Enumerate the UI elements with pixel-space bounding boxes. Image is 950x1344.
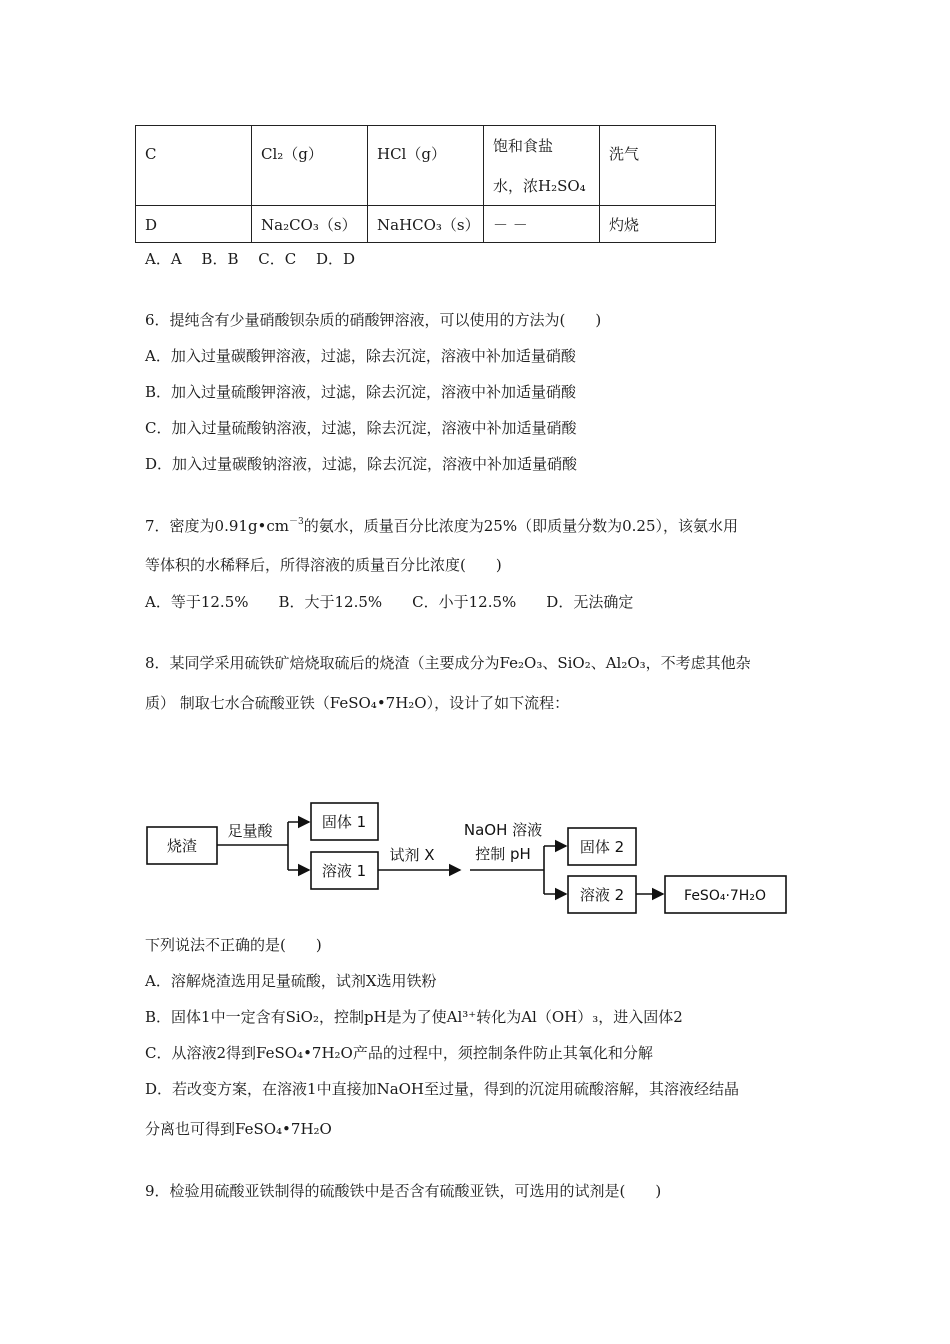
flow-label: 试剂 X — [389, 846, 435, 864]
flow-label: 溶液 1 — [321, 862, 367, 880]
table-cell: C — [136, 126, 252, 206]
q7-options: A．等于12.5% B．大于12.5% C．小于12.5% D．无法确定 — [145, 593, 634, 611]
q6-option-d: D．加入过量碳酸钠溶液，过滤，除去沉淀，溶液中补加适量硝酸 — [145, 455, 578, 473]
table-cell: NaHCO₃（s） — [368, 206, 484, 243]
flow-label: 溶液 2 — [579, 886, 625, 904]
q8-stem-line1: 8．某同学采用硫铁矿焙烧取硫后的烧渣（主要成分为Fe₂O₃、SiO₂、Al₂O₃，不考虑其他杂 — [145, 654, 751, 672]
flow-label: 控制 pH — [475, 845, 531, 863]
q7-stem-line2: 等体积的水稀释后，所得溶液的质量百分比浓度( ) — [145, 556, 502, 574]
flow-label: NaOH 溶液 — [463, 821, 543, 839]
flow-label: 烧渣 — [166, 837, 198, 855]
q9-stem: 9．检验用硫酸亚铁制得的硫酸铁中是否含有硫酸亚铁，可选用的试剂是( ) — [145, 1182, 662, 1200]
table-cell: Cl₂（g） — [252, 126, 368, 206]
q8-prompt: 下列说法不正确的是( ) — [145, 936, 322, 954]
q7-stem-a: 7．密度为0.91g•cm — [145, 517, 290, 535]
flow-label: 固体 2 — [579, 838, 625, 856]
flow-label: 足量酸 — [227, 822, 273, 840]
q8-option-b: B．固体1中一定含有SiO₂，控制pH是为了使Al³⁺转化为Al（OH）₃，进入固体2 — [145, 1008, 683, 1026]
cell-line: 水，浓H₂SO₄ — [493, 177, 586, 195]
q8-stem-line2: 质） 制取七水合硫酸亚铁（FeSO₄•7H₂O），设计了如下流程： — [145, 694, 570, 712]
q6-option-a: A．加入过量碳酸钾溶液，过滤，除去沉淀，溶液中补加适量硝酸 — [145, 347, 576, 365]
q8-option-d-line2: 分离也可得到FeSO₄•7H₂O — [145, 1120, 332, 1138]
table-cell: 洗气 — [600, 126, 716, 206]
table-cell: HCl（g） — [368, 126, 484, 206]
q7-stem-b: 的氨水，质量百分比浓度为25%（即质量分数为0.25），该氨水用 — [303, 517, 739, 535]
table-cell: D — [136, 206, 252, 243]
flow-label: 固体 1 — [321, 813, 367, 831]
q8-option-c: C．从溶液2得到FeSO₄•7H₂O产品的过程中，须控制条件防止其氧化和分解 — [145, 1044, 653, 1062]
q5-options: A．A B．B C．C D．D — [145, 250, 356, 268]
q8-option-a: A．溶解烧渣选用足量硫酸，试剂X选用铁粉 — [145, 972, 437, 990]
q6-option-c: C．加入过量硫酸钠溶液，过滤，除去沉淀，溶液中补加适量硝酸 — [145, 419, 577, 437]
cell-line: 饱和食盐 — [493, 137, 554, 155]
table-cell: Na₂CO₃（s） — [252, 206, 368, 243]
q6-stem: 6．提纯含有少量硝酸钡杂质的硝酸钾溶液，可以使用的方法为( ) — [145, 311, 602, 329]
flow-label: FeSO₄·7H₂O — [684, 888, 766, 904]
q8-option-d-line1: D．若改变方案，在溶液1中直接加NaOH至过量，得到的沉淀用硫酸溶解，其溶液经结晶 — [145, 1080, 740, 1098]
q7-stem-sup: －3 — [289, 517, 304, 527]
table-cell: 灼烧 — [600, 206, 716, 243]
table-cell: － － — [484, 206, 600, 243]
q6-option-b: B．加入过量硫酸钾溶液，过滤，除去沉淀，溶液中补加适量硝酸 — [145, 383, 577, 401]
